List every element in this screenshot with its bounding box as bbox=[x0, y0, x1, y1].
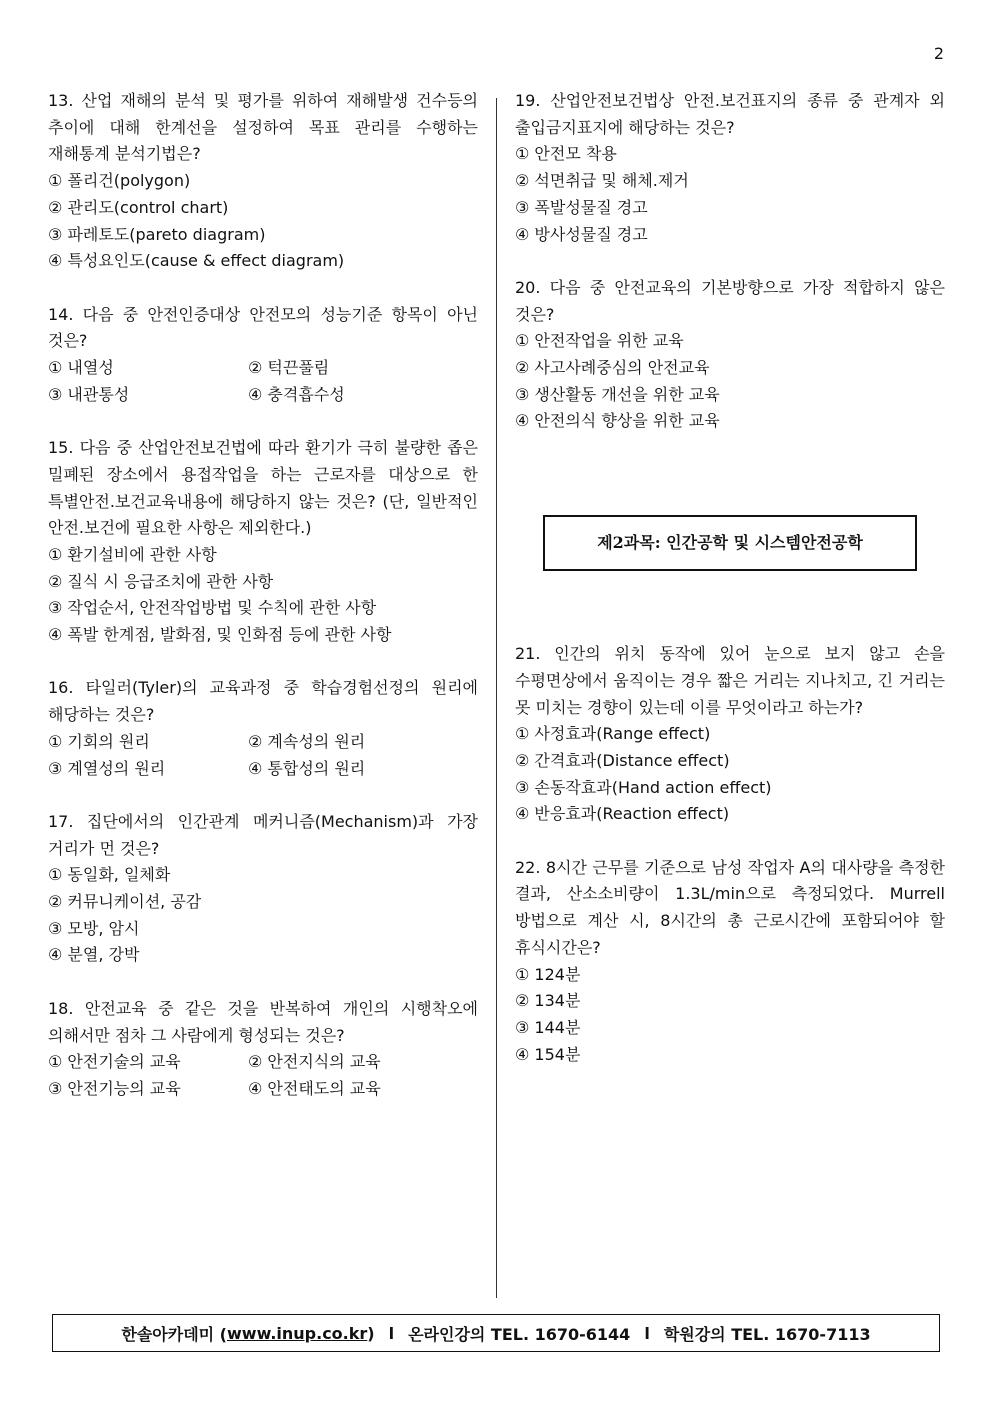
option: ② 석면취급 및 해체.제거 bbox=[515, 171, 689, 191]
footer-separator: l bbox=[388, 1323, 395, 1343]
option: ③ 작업순서, 안전작업방법 및 수칙에 관한 사항 bbox=[48, 598, 377, 618]
option: ① 폴리건(polygon) bbox=[48, 171, 191, 191]
question-stem: 16. 타일러(Tyler)의 교육과정 중 학습경험선정의 원리에 해당하는 것은? bbox=[48, 678, 478, 725]
option: ④ 충격흡수성 bbox=[248, 384, 345, 404]
option: ③ 144분 bbox=[515, 1017, 581, 1037]
option: ③ 폭발성물질 경고 bbox=[515, 197, 648, 217]
option: ② 질식 시 응급조치에 관한 사항 bbox=[48, 571, 274, 591]
option: ② 134분 bbox=[515, 991, 581, 1011]
option: ③ 내관통성 bbox=[48, 384, 130, 404]
option: ① 안전모 착용 bbox=[515, 144, 617, 164]
option: ③ 손동작효과(Hand action effect) bbox=[515, 777, 772, 797]
footer-url-link[interactable]: www.inup.co.kr bbox=[227, 1323, 368, 1343]
footer-banner bbox=[52, 1314, 940, 1352]
option: ② 턱끈풀림 bbox=[248, 358, 330, 378]
option: ① 안전작업을 위한 교육 bbox=[515, 331, 684, 351]
question-stem: 22. 8시간 근무를 기준으로 남성 작업자 A의 대사량을 측정한 결과, 산소소비량이 1.3L/min으로 측정되었다. Murrell 방법으로 계산 시, 8시간의 총 근로시간에 포함되어야 할 휴식시간은? bbox=[515, 857, 945, 957]
option: ② 관리도(control chart) bbox=[48, 197, 229, 217]
option: ② 커뮤니케이션, 공감 bbox=[48, 892, 202, 912]
page-number: 2 bbox=[933, 44, 944, 63]
option: ① 기회의 원리 bbox=[48, 731, 150, 751]
question-19 bbox=[515, 88, 945, 248]
option: ③ 생산활동 개선을 위한 교육 bbox=[515, 384, 720, 404]
option: ① 내열성 bbox=[48, 358, 114, 378]
option: ③ 파레토도(pareto diagram) bbox=[48, 224, 266, 244]
column-divider bbox=[496, 98, 497, 1298]
question-22 bbox=[515, 855, 945, 1069]
footer-academy: 한솔아카데미 ( bbox=[121, 1324, 227, 1344]
option: ② 계속성의 원리 bbox=[248, 731, 366, 751]
footer-close-paren: ) bbox=[367, 1323, 375, 1343]
option: ④ 방사성물질 경고 bbox=[515, 224, 648, 244]
question-18 bbox=[48, 996, 478, 1103]
option: ④ 안전태도의 교육 bbox=[248, 1078, 381, 1098]
option: ④ 안전의식 향상을 위한 교육 bbox=[515, 411, 720, 431]
option: ③ 모방, 암시 bbox=[48, 918, 140, 938]
question-stem: 21. 인간의 위치 동작에 있어 눈으로 보지 않고 손을 수평면상에서 움직이는 경우 짧은 거리는 지나치고, 긴 거리는 못 미치는 경향이 있는데 이를 무엇이라고 하는가? bbox=[515, 644, 945, 717]
question-16 bbox=[48, 675, 478, 782]
option: ④ 폭발 한계점, 발화점, 및 인화점 등에 관한 사항 bbox=[48, 625, 392, 645]
option: ① 안전기술의 교육 bbox=[48, 1052, 181, 1072]
question-13 bbox=[48, 88, 478, 275]
footer-separator: l bbox=[644, 1323, 650, 1343]
question-stem: 14. 다음 중 안전인증대상 안전모의 성능기준 항목이 아닌 것은? bbox=[48, 304, 478, 351]
question-15 bbox=[48, 435, 478, 649]
question-17 bbox=[48, 809, 478, 969]
option: ② 간격효과(Distance effect) bbox=[515, 750, 730, 770]
option: ① 동일화, 일체화 bbox=[48, 865, 171, 885]
option: ① 124분 bbox=[515, 964, 581, 984]
left-column bbox=[48, 88, 478, 1129]
section-title: 제2과목: 인간공학 및 시스템안전공학 bbox=[543, 515, 917, 571]
question-stem: 13. 산업 재해의 분석 및 평가를 위하여 재해발생 건수등의 추이에 대해 한계선을 설정하여 목표 관리를 수행하는 재해통계 분석기법은? bbox=[48, 91, 478, 164]
option: ④ 통합성의 원리 bbox=[248, 758, 366, 778]
footer-online-phone: 온라인강의 TEL. 1670-6144 bbox=[408, 1324, 631, 1344]
option: ④ 특성요인도(cause & effect diagram) bbox=[48, 251, 345, 271]
question-stem: 17. 집단에서의 인간관계 메커니즘(Mechanism)과 가장 거리가 먼 것은? bbox=[48, 811, 478, 858]
question-stem: 18. 안전교육 중 같은 것을 반복하여 개인의 시행착오에 의해서만 점차 그 사람에게 형성되는 것은? bbox=[48, 998, 478, 1045]
option: ① 환기설비에 관한 사항 bbox=[48, 544, 217, 564]
question-stem: 15. 다음 중 산업안전보건법에 따라 환기가 극히 불량한 좁은 밀폐된 장소에서 용접작업을 하는 근로자를 대상으로 한 특별안전.보건교육내용에 해당하지 않는 것은? (단, 일반적인 안전.보건에 필요한 사항은 제외한다.) bbox=[48, 438, 478, 538]
option: ④ 분열, 강박 bbox=[48, 945, 140, 965]
option: ④ 반응효과(Reaction effect) bbox=[515, 804, 730, 824]
option: ① 사정효과(Range effect) bbox=[515, 724, 711, 744]
question-stem: 19. 산업안전보건법상 안전.보건표지의 종류 중 관계자 외 출입금지표지에 해당하는 것은? bbox=[515, 91, 945, 137]
footer-offline-phone: 학원강의 TEL. 1670-7113 bbox=[663, 1324, 871, 1344]
question-stem: 20. 다음 중 안전교육의 기본방향으로 가장 적합하지 않은 것은? bbox=[515, 277, 945, 324]
option: ③ 안전기능의 교육 bbox=[48, 1078, 181, 1098]
right-column bbox=[515, 88, 945, 1095]
question-14 bbox=[48, 302, 478, 409]
question-20 bbox=[515, 275, 945, 435]
option: ③ 계열성의 원리 bbox=[48, 758, 166, 778]
question-21 bbox=[515, 641, 945, 828]
option: ② 사고사례중심의 안전교육 bbox=[515, 358, 710, 378]
option: ② 안전지식의 교육 bbox=[248, 1052, 381, 1072]
option: ④ 154분 bbox=[515, 1044, 581, 1064]
